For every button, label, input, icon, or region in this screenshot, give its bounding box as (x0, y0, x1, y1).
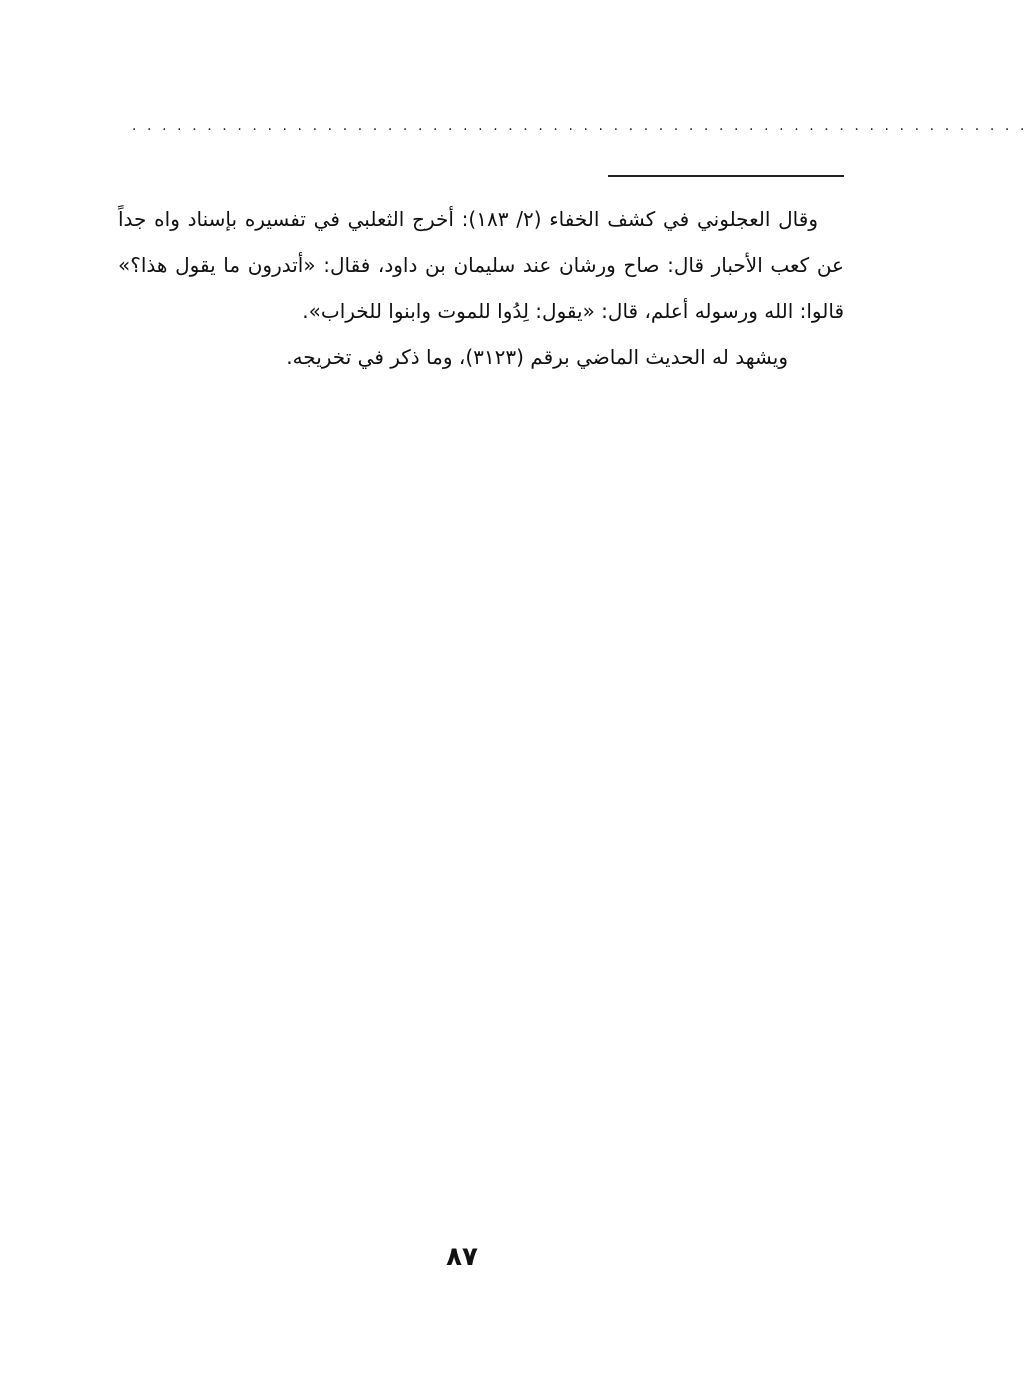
footnote-paragraph: ويشهد له الحديث الماضي برقم (٣١٢٣)، وما ذكر في تخريجه. (286, 345, 788, 369)
footnote-body (118, 196, 844, 380)
footnote-paragraph: وقال العجلوني في كشف الخفاء (٢/ ١٨٣): أخرج الثعلبي في تفسيره بإسناد واه جداً عن كعب الأحبار قال: صاح ورشان عند سليمان بن داود، فقال: «أتدرون ما يقول هذا؟» قالوا: الله ورسوله أعلم، قال: «يقول: لِدُوا للموت وابنوا للخراب». (118, 207, 844, 323)
page-number: ٨٧ (446, 1242, 478, 1272)
dotted-rule: ............................................................ (132, 118, 1035, 134)
footnote-separator (608, 175, 844, 177)
